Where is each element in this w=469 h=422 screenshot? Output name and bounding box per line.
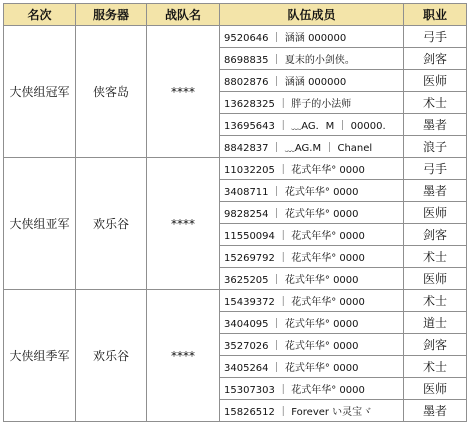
member-cell (220, 290, 404, 312)
member-cell (220, 48, 404, 70)
table-row (4, 158, 467, 180)
profession-cell: 医师 (404, 378, 467, 400)
member-cell (220, 158, 404, 180)
header-team: 战队名 (147, 4, 220, 26)
member-text: 15826512 ｜ Forever い灵宝ヾ (224, 407, 373, 418)
profession-cell: 医师 (404, 268, 467, 290)
profession-cell: 术士 (404, 92, 467, 114)
server-cell: 侠客岛 (76, 26, 147, 158)
header-row (4, 4, 467, 26)
member-cell (220, 136, 404, 158)
member-cell (220, 224, 404, 246)
profession-cell: 剑客 (404, 334, 467, 356)
member-cell (220, 334, 404, 356)
profession-cell: 弓手 (404, 26, 467, 48)
header-members: 队伍成员 (220, 4, 404, 26)
table-row (4, 26, 467, 48)
profession-cell: 术士 (404, 356, 467, 378)
member-text: 8802876 ｜ 涵涵 000000 (224, 77, 347, 88)
rankings-table (3, 3, 467, 422)
profession-cell: 道士 (404, 312, 467, 334)
team-cell: **** (147, 158, 220, 290)
server-cell: 欢乐谷 (76, 290, 147, 422)
member-text: 8698835 ｜ 夏末的小剑侠。 (224, 55, 355, 66)
member-text: 11550094 ｜ 花式年华° 0000 (224, 231, 365, 242)
member-text: 15269792 ｜ 花式年华° 0000 (224, 253, 365, 264)
profession-cell: 墨者 (404, 400, 467, 422)
member-cell (220, 180, 404, 202)
team-cell: **** (147, 290, 220, 422)
member-text: 9520646 ｜ 涵涵 000000 (224, 33, 347, 44)
member-cell (220, 378, 404, 400)
member-cell (220, 356, 404, 378)
rank-cell: 大侠组亚军 (4, 158, 76, 290)
member-text: 3405264 ｜ 花式年华° 0000 (224, 363, 359, 374)
rank-cell: 大侠组季军 (4, 290, 76, 422)
member-text: 15307303 ｜ 花式年华° 0000 (224, 385, 365, 396)
member-text: 11032205 ｜ 花式年华° 0000 (224, 165, 365, 176)
member-text: 8842837 ｜ ﹏AG.M ｜ Chanel (224, 143, 373, 154)
header-profession: 职业 (404, 4, 467, 26)
rankings-body (4, 26, 467, 422)
member-text: 15439372 ｜ 花式年华° 0000 (224, 297, 365, 308)
table-row (4, 290, 467, 312)
profession-cell: 术士 (404, 246, 467, 268)
header-rank: 名次 (4, 4, 76, 26)
profession-cell: 医师 (404, 70, 467, 92)
member-cell (220, 312, 404, 334)
member-cell (220, 26, 404, 48)
profession-cell: 弓手 (404, 158, 467, 180)
member-text: 13695643 ｜ ﹏AG．M ｜ 00000. (224, 121, 386, 132)
member-text: 9828254 ｜ 花式年华° 0000 (224, 209, 359, 220)
member-cell (220, 92, 404, 114)
member-cell (220, 114, 404, 136)
team-cell: **** (147, 26, 220, 158)
member-cell (220, 70, 404, 92)
member-cell (220, 202, 404, 224)
member-text: 3408711 ｜ 花式年华° 0000 (224, 187, 359, 198)
profession-cell: 墨者 (404, 114, 467, 136)
member-text: 13628325 ｜ 胖子的小法师 (224, 99, 352, 110)
profession-cell: 墨者 (404, 180, 467, 202)
member-cell (220, 400, 404, 422)
profession-cell: 浪子 (404, 136, 467, 158)
rank-cell: 大侠组冠军 (4, 26, 76, 158)
member-text: 3404095 ｜ 花式年华° 0000 (224, 319, 359, 330)
profession-cell: 剑客 (404, 224, 467, 246)
profession-cell: 医师 (404, 202, 467, 224)
member-text: 3625205 ｜ 花式年华° 0000 (224, 275, 359, 286)
profession-cell: 剑客 (404, 48, 467, 70)
header-server: 服务器 (76, 4, 147, 26)
member-text: 3527026 ｜ 花式年华° 0000 (224, 341, 359, 352)
server-cell: 欢乐谷 (76, 158, 147, 290)
member-cell (220, 268, 404, 290)
member-cell (220, 246, 404, 268)
profession-cell: 术士 (404, 290, 467, 312)
